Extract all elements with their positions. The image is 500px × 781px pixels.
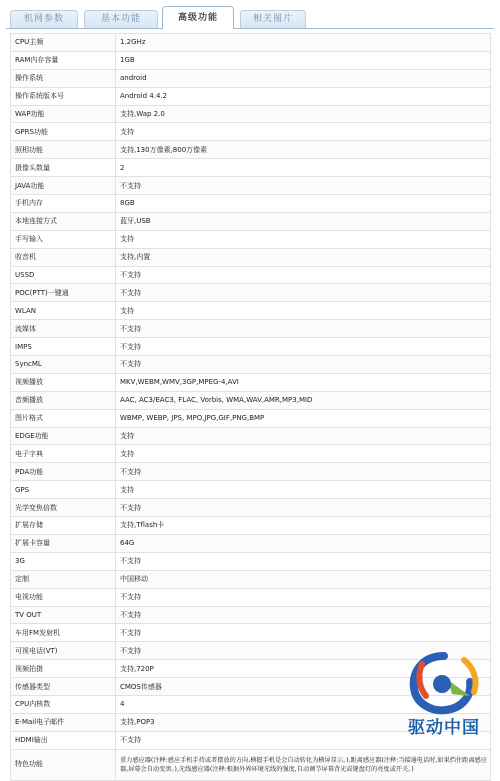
spec-label: POC(PTT)一键通 (11, 284, 116, 302)
spec-value: 不支持 (116, 338, 491, 356)
spec-value: 不支持 (116, 266, 491, 284)
spec-value: 支持 (116, 445, 491, 463)
spec-row (11, 534, 491, 552)
spec-value: android (116, 69, 491, 87)
spec-value: 不支持 (116, 731, 491, 749)
spec-label: TV OUT (11, 606, 116, 624)
spec-row (11, 517, 491, 535)
spec-row (11, 159, 491, 177)
spec-label: WLAN (11, 302, 116, 320)
spec-label: CPU主频 (11, 34, 116, 52)
spec-label: EDGE功能 (11, 427, 116, 445)
spec-label: IMPS (11, 338, 116, 356)
spec-label: GPRS功能 (11, 123, 116, 141)
spec-label: USSD (11, 266, 116, 284)
spec-value: 中国移动 (116, 570, 491, 588)
spec-row (11, 34, 491, 52)
spec-row (11, 588, 491, 606)
spec-row (11, 51, 491, 69)
spec-label: GPS (11, 481, 116, 499)
spec-label: RAM内存容量 (11, 51, 116, 69)
spec-row (11, 230, 491, 248)
spec-value: 支持 (116, 230, 491, 248)
spec-row (11, 141, 491, 159)
spec-label: 操作系统版本号 (11, 87, 116, 105)
tab-related-images[interactable]: 相关图片 (240, 10, 306, 28)
spec-value: Android 4.4.2 (116, 87, 491, 105)
spec-label: 电子字典 (11, 445, 116, 463)
spec-value: 不支持 (116, 588, 491, 606)
spec-label: SyncML (11, 356, 116, 374)
spec-row (11, 356, 491, 374)
spec-label: 收音机 (11, 248, 116, 266)
tab-advanced-functions[interactable]: 高级功能 (162, 6, 234, 29)
spec-row (11, 427, 491, 445)
spec-row (11, 749, 491, 780)
spec-value: 不支持 (116, 624, 491, 642)
spec-row (11, 320, 491, 338)
spec-value: WBMP, WEBP, JPS, MPO,JPG,GIF,PNG,BMP (116, 409, 491, 427)
spec-value: 不支持 (116, 284, 491, 302)
spec-label: 扩展存储 (11, 517, 116, 535)
spec-row (11, 177, 491, 195)
spec-value: 8GB (116, 195, 491, 213)
spec-row (11, 445, 491, 463)
spec-row (11, 463, 491, 481)
spec-value: 2 (116, 159, 491, 177)
spec-label: HDMI输出 (11, 731, 116, 749)
tab-bar (6, 6, 494, 29)
spec-label: 视频播放 (11, 373, 116, 391)
spec-row (11, 284, 491, 302)
spec-label: 定制 (11, 570, 116, 588)
spec-row (11, 212, 491, 230)
spec-value: 支持 (116, 427, 491, 445)
spec-value: 支持 (116, 481, 491, 499)
tab-network-params[interactable]: 机网参数 (10, 10, 78, 28)
spec-row (11, 105, 491, 123)
spec-row (11, 248, 491, 266)
spec-value: CMOS传感器 (116, 678, 491, 696)
spec-value: 重力感应器(注释:感应手机手持或者摆放的方向,横握手机是会自动转化为横屏显示。),距离感应器(注释:当接通电话时,如果挡住距离感应器,屏幕会自动变黑。),光线感应器(注释:根据外界环境光线的强度,自动调节屏幕背光或键盘灯的亮度或开关。) (116, 749, 491, 780)
spec-row (11, 570, 491, 588)
spec-value: 支持 (116, 123, 491, 141)
spec-row (11, 266, 491, 284)
spec-row (11, 409, 491, 427)
spec-label: 传感器类型 (11, 678, 116, 696)
spec-label: PDA功能 (11, 463, 116, 481)
spec-row (11, 338, 491, 356)
logo-mark-icon (392, 650, 496, 720)
watermark-logo (392, 650, 496, 740)
spec-value: 支持,130万像素,800万像素 (116, 141, 491, 159)
spec-label: 视频拍摄 (11, 660, 116, 678)
spec-value: 蓝牙,USB (116, 212, 491, 230)
spec-value: 1GB (116, 51, 491, 69)
spec-value: 不支持 (116, 642, 491, 660)
spec-label: 照相功能 (11, 141, 116, 159)
spec-label: 电视功能 (11, 588, 116, 606)
spec-row (11, 87, 491, 105)
tab-basic-functions[interactable]: 基本功能 (84, 10, 158, 28)
spec-value: 支持,Tflash卡 (116, 517, 491, 535)
spec-value: 支持,内置 (116, 248, 491, 266)
spec-label: 车用FM发射机 (11, 624, 116, 642)
spec-row (11, 481, 491, 499)
spec-value: 4 (116, 695, 491, 713)
spec-value: 不支持 (116, 499, 491, 517)
spec-value: 支持,Wap 2.0 (116, 105, 491, 123)
spec-label: 摄像头数量 (11, 159, 116, 177)
spec-value: 不支持 (116, 552, 491, 570)
spec-value: 64G (116, 534, 491, 552)
spec-row (11, 302, 491, 320)
spec-row (11, 195, 491, 213)
spec-value: 不支持 (116, 606, 491, 624)
spec-row (11, 624, 491, 642)
spec-label: 光学变焦倍数 (11, 499, 116, 517)
spec-label: 特色功能 (11, 749, 116, 780)
spec-label: 扩展卡容量 (11, 534, 116, 552)
spec-label: 可视电话(VT) (11, 642, 116, 660)
spec-label: 音频播放 (11, 391, 116, 409)
spec-label: 本地连接方式 (11, 212, 116, 230)
spec-value: 支持,720P (116, 660, 491, 678)
spec-value: 支持,POP3 (116, 713, 491, 731)
spec-value: 1.2GHz (116, 34, 491, 52)
spec-value: 不支持 (116, 463, 491, 481)
spec-value: AAC, AC3/EAC3, FLAC, Vorbis, WMA,WAV,AMR,MP3,MID (116, 391, 491, 409)
spec-label: WAP功能 (11, 105, 116, 123)
spec-label: 手机内存 (11, 195, 116, 213)
spec-value: 不支持 (116, 356, 491, 374)
spec-label: 图片格式 (11, 409, 116, 427)
spec-label: 3G (11, 552, 116, 570)
spec-label: JAVA功能 (11, 177, 116, 195)
spec-value: 不支持 (116, 320, 491, 338)
spec-label: CPU内核数 (11, 695, 116, 713)
spec-row (11, 499, 491, 517)
spec-label: E-Mail电子邮件 (11, 713, 116, 731)
spec-label: 操作系统 (11, 69, 116, 87)
spec-row (11, 123, 491, 141)
spec-row (11, 69, 491, 87)
spec-label: 手写输入 (11, 230, 116, 248)
watermark-text: 驱动中国 (408, 718, 480, 738)
spec-row (11, 391, 491, 409)
spec-row (11, 552, 491, 570)
spec-value: MKV,WEBM,WMV,3GP,MPEG-4,AVI (116, 373, 491, 391)
spec-label: 流媒体 (11, 320, 116, 338)
spec-value: 不支持 (116, 177, 491, 195)
spec-row (11, 373, 491, 391)
spec-value: 支持 (116, 302, 491, 320)
spec-row (11, 606, 491, 624)
